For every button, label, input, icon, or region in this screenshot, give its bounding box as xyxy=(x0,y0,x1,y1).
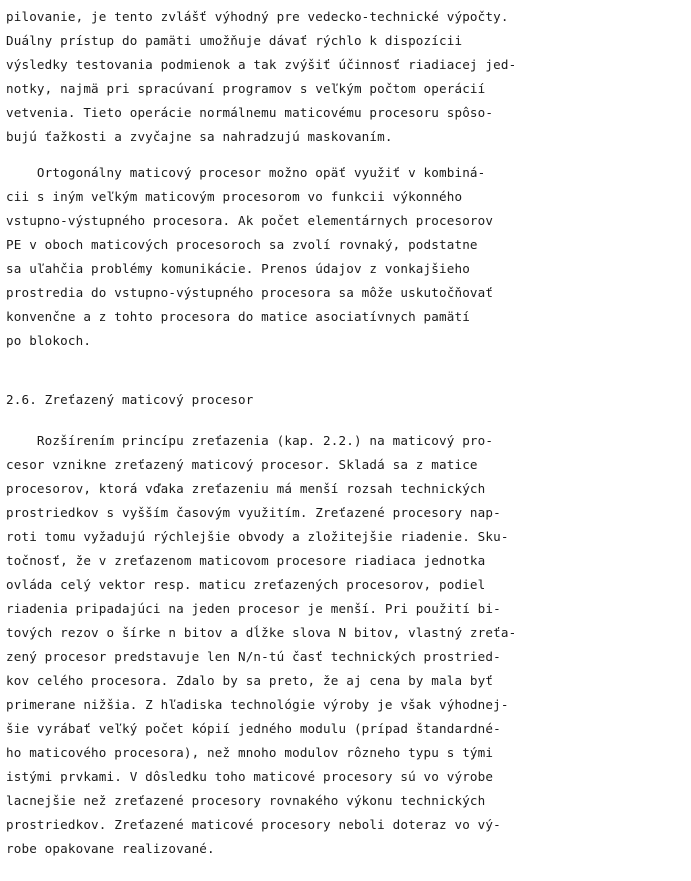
paragraph-3-line-2: cesor vznikne zreťazený maticový procesor. Skladá sa z matice xyxy=(6,457,478,472)
paragraph-3-line-8: riadenia pripadajúci na jeden procesor je menší. Pri použití bi- xyxy=(6,601,501,616)
paragraph-3-line-13: šie vyrábať veľký počet kópií jedného modulu (prípad štandardné- xyxy=(6,721,501,736)
paragraph-1-line-6: bujú ťažkosti a zvyčajne sa nahradzujú maskovaním. xyxy=(6,129,393,144)
paragraph-3-line-1: Rozšírením princípu zreťazenia (kap. 2.2.) na maticový pro- xyxy=(6,433,494,448)
paragraph-2-line-3: vstupno-výstupného procesora. Ak počet elementárnych procesorov xyxy=(6,213,494,228)
paragraph-2-line-1: Ortogonálny maticový procesor možno opäť využiť v kombiná- xyxy=(6,165,486,180)
paragraph-1-line-4: notky, najmä pri spracúvaní programov s veľkým počtom operácií xyxy=(6,81,486,96)
paragraph-2-line-4: PE v oboch maticových procesoroch sa zvolí rovnaký, podstatne xyxy=(6,237,478,252)
paragraph-2-line-2: cii s iným veľkým maticovým procesorom vo funkcii výkonného xyxy=(6,189,463,204)
paragraph-1-line-5: vetvenia. Tieto operácie normálnemu maticovému procesoru spôso- xyxy=(6,105,494,120)
paragraph-3-line-3: procesorov, ktorá vďaka zreťazeniu má menší rozsah technických xyxy=(6,481,486,496)
paragraph-3-line-9: tových rezov o šírke n bitov a dĺžke slova N bitov, vlastný zreťa- xyxy=(6,625,517,640)
paragraph-3-line-10: zený procesor predstavuje len N/n-tú časť technických prostried- xyxy=(6,649,501,664)
paragraph-2-line-8: po blokoch. xyxy=(6,333,92,348)
paragraph-3-line-12: primerane nižšia. Z hľadiska technológie výroby je však výhodnej- xyxy=(6,697,509,712)
paragraph-3-line-5: roti tomu vyžadujú rýchlejšie obvody a zložitejšie riadenie. Sku- xyxy=(6,529,509,544)
paragraph-3-line-4: prostriedkov s vyšším časovým využitím. Zreťazené procesory nap- xyxy=(6,505,501,520)
paragraph-3-line-11: kov celého procesora. Zdalo by sa preto, že aj cena by mala byť xyxy=(6,673,494,688)
paragraph-3-line-7: ovláda celý vektor resp. maticu zreťazených procesorov, podiel xyxy=(6,577,486,592)
paragraph-2-line-7: konvenčne a z tohto procesora do matice asociatívnych pamätí xyxy=(6,309,470,324)
paragraph-3-line-18: robe opakovane realizované. xyxy=(6,841,215,856)
paragraph-2-line-6: prostredia do vstupno-výstupného procesora sa môže uskutočňovať xyxy=(6,285,494,300)
paragraph-3-line-15: istými prvkami. V dôsledku toho maticové procesory sú vo výrobe xyxy=(6,769,494,784)
paragraph-3-line-14: ho maticového procesora), než mnoho modulov rôzneho typu s tými xyxy=(6,745,494,760)
paragraph-3-line-16: lacnejšie než zreťazené procesory rovnakého výkonu technických xyxy=(6,793,486,808)
section-heading: 2.6. Zreťazený maticový procesor xyxy=(6,392,254,407)
paragraph-3-line-6: točnosť, že v zreťazenom maticovom procesore riadiaca jednotka xyxy=(6,553,486,568)
paragraph-1-line-2: Duálny prístup do pamäti umožňuje dávať rýchlo k dispozícii xyxy=(6,33,463,48)
paragraph-1-line-3: výsledky testovania podmienok a tak zvýšiť účinnosť riadiacej jed- xyxy=(6,57,517,72)
paragraph-2-line-5: sa uľahčia problémy komunikácie. Prenos údajov z vonkajšieho xyxy=(6,261,470,276)
paragraph-3-line-17: prostriedkov. Zreťazené maticové procesory neboli doteraz vo vý- xyxy=(6,817,501,832)
paragraph-1-line-1: pilovanie, je tento zvlášť výhodný pre vedecko-technické výpočty. xyxy=(6,9,509,24)
